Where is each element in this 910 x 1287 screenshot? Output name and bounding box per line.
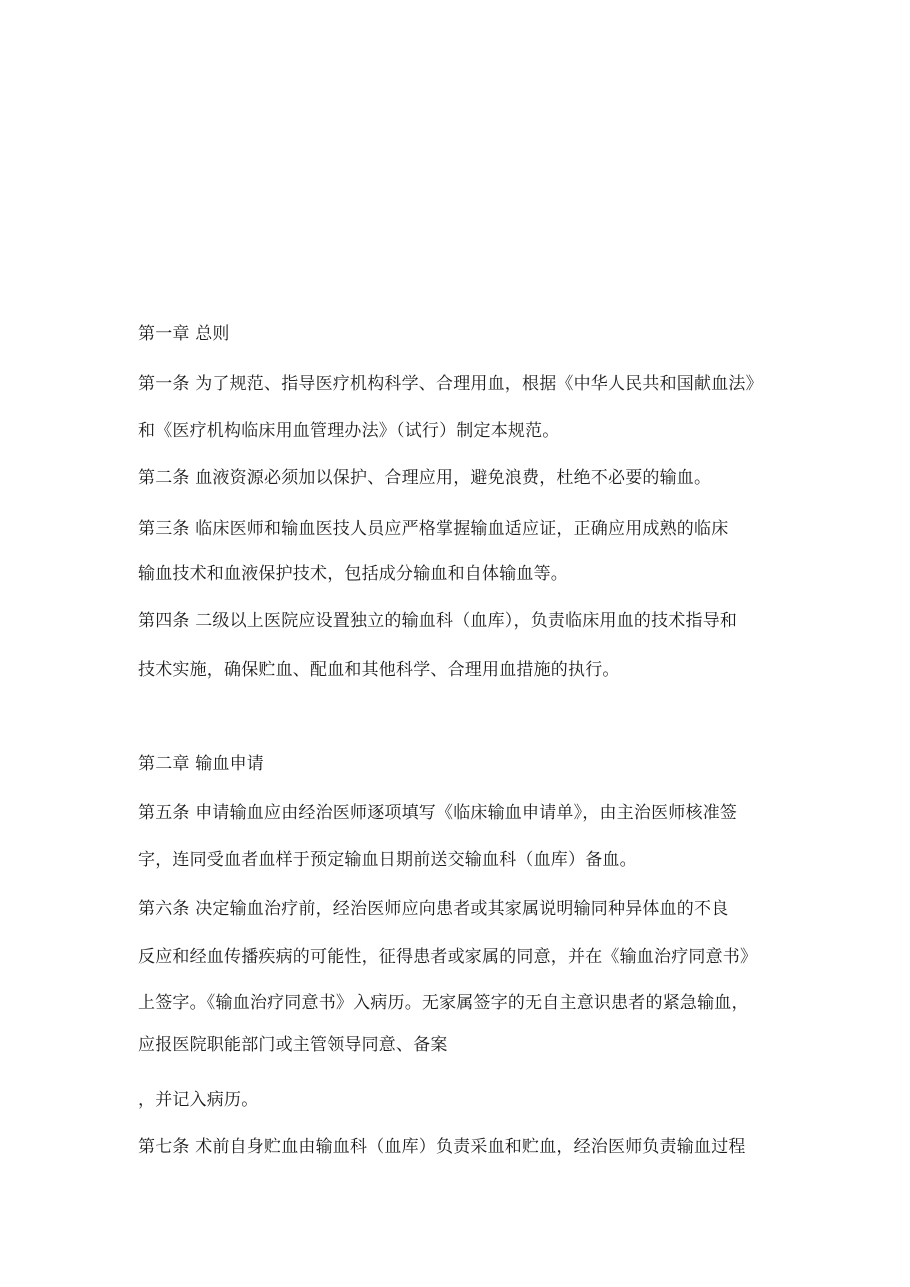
chapter-1-line-6: 第四条 二级以上医院应设置独立的输血科（血库），负责临床用血的技术指导和 [138,611,738,631]
chapter-1-line-5: 输血技术和血液保护技术，包括成分输血和自体输血等。 [138,564,568,584]
chapter-1-line-4: 第三条 临床医师和输血医技人员应严格掌握输血适应证，正确应用成熟的临床 [138,519,729,539]
chapter-1-title: 第一章 总则 [138,324,230,344]
chapter-2-line-4: 反应和经血传播疾病的可能性，征得患者或家属的同意，并在《输血治疗同意书》 [138,947,758,967]
chapter-1-line-3: 第二条 血液资源必须加以保护、合理应用，避免浪费，杜绝不必要的输血。 [138,468,712,488]
chapter-2-line-1: 第五条 申请输血应由经治医师逐项填写《临床输血申请单》，由主治医师核准签 [138,803,738,823]
chapter-2-line-8: 第七条 术前自身贮血由输血科（血库）负责采血和贮血，经治医师负责输血过程 [138,1137,746,1157]
chapter-2-line-2: 字，连同受血者血样于预定输血日期前送交输血科（血库）备血。 [138,850,637,870]
chapter-1-line-2: 和《医疗机构临床用血管理办法》（试行）制定本规范。 [138,421,560,441]
chapter-2-line-3: 第六条 决定输血治疗前，经治医师应向患者或其家属说明输同种异体血的不良 [138,899,729,919]
chapter-2-line-5: 上签字。《输血治疗同意书》入病历。无家属签字的无自主意识患者的紧急输血， [138,993,749,1013]
chapter-2-line-6: 应报医院职能部门或主管领导同意、备案 [138,1035,448,1055]
chapter-2-title: 第二章 输血申请 [138,754,265,774]
chapter-1-line-7: 技术实施，确保贮血、配血和其他科学、合理用血措施的执行。 [138,660,620,680]
chapter-1-line-1: 第一条 为了规范、指导医疗机构科学、合理用血，根据《中华人民共和国献血法》 [138,374,763,394]
chapter-2-line-7: ，并记入病历。 [138,1090,259,1110]
